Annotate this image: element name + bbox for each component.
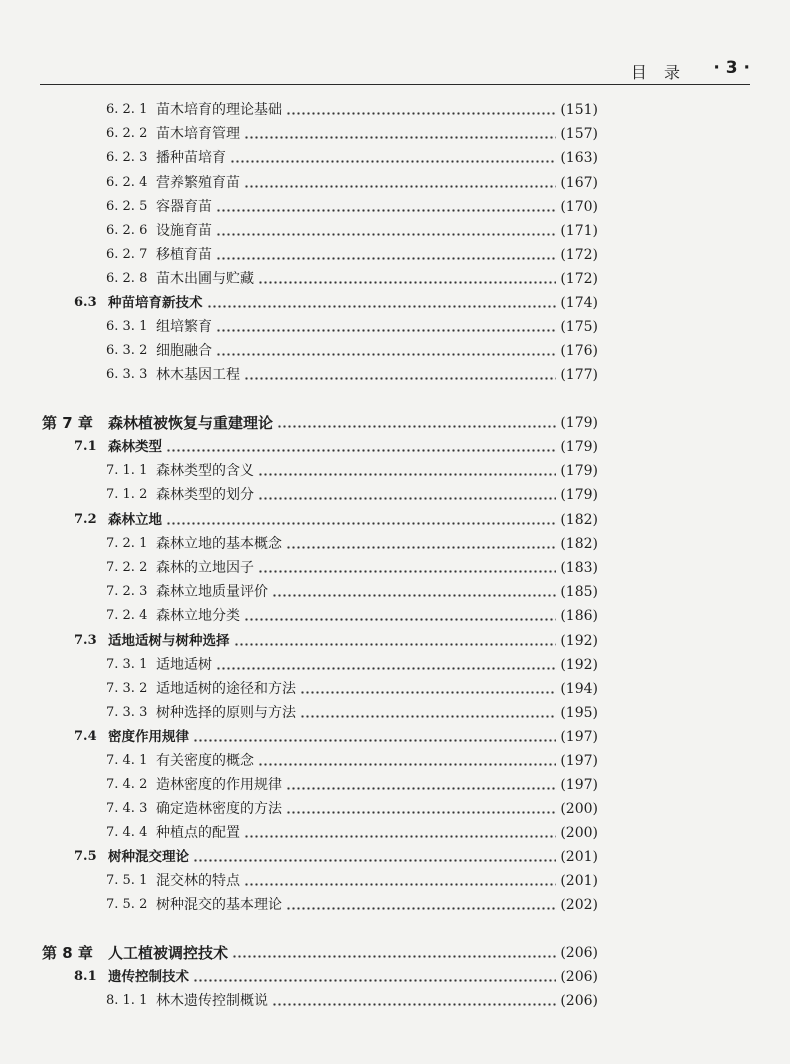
toc-entry-page: (174) [560, 295, 598, 311]
dot-leader [216, 196, 556, 218]
toc-entry-title: 组培繁育 [156, 319, 212, 335]
toc-entry[interactable] [0, 268, 790, 290]
toc-entry-page: (172) [560, 271, 598, 287]
toc-entry-page: (192) [560, 633, 598, 649]
toc-entry-number: 7. 2. 2 [106, 560, 148, 575]
toc-entry[interactable] [0, 533, 790, 555]
toc-entry-page: (206) [560, 993, 598, 1009]
toc-entry[interactable] [0, 678, 790, 700]
toc-entry-title: 营养繁殖育苗 [156, 175, 240, 191]
toc-entry-page: (177) [560, 367, 598, 383]
toc-entry-title: 混交林的特点 [156, 873, 240, 889]
toc-entry-number: 6. 2. 4 [106, 175, 148, 190]
toc-entry-page: (182) [560, 512, 598, 528]
toc-entry-title: 细胞融合 [156, 343, 212, 359]
toc-entry-title: 适地适树 [156, 657, 212, 673]
toc-entry-number: 8. 1. 1 [106, 993, 148, 1008]
toc-entry[interactable] [0, 147, 790, 169]
toc-entry-page: (179) [560, 439, 598, 455]
toc-entry-number: 6. 2. 2 [106, 126, 148, 141]
dot-leader [244, 172, 556, 194]
toc-entry[interactable] [0, 509, 790, 531]
toc-entry-number: 6.3 [74, 295, 97, 310]
dot-leader [193, 726, 556, 748]
dot-leader [258, 750, 556, 772]
toc-entry-number: 7. 3. 2 [106, 681, 148, 696]
toc-entry-number: 7.4 [74, 729, 97, 744]
toc-entry[interactable] [0, 966, 790, 988]
toc-entry-number: 第 8 章 [42, 944, 93, 962]
toc-entry-page: (167) [560, 175, 598, 191]
toc-entry-page: (175) [560, 319, 598, 335]
toc-entry-page: (206) [560, 945, 598, 961]
toc-entry-number: 7. 4. 4 [106, 825, 148, 840]
toc-entry-number: 第 7 章 [42, 414, 93, 432]
toc-entry-number: 6. 2. 1 [106, 102, 148, 117]
toc-entry-number: 7.3 [74, 633, 97, 648]
dot-leader [234, 630, 556, 652]
toc-entry-page: (179) [560, 463, 598, 479]
toc-entry-page: (171) [560, 223, 598, 239]
dot-leader [244, 364, 556, 386]
toc-entry-number: 6. 2. 8 [106, 271, 148, 286]
toc-entry[interactable] [0, 244, 790, 266]
dot-leader [216, 244, 556, 266]
toc-entry[interactable] [0, 220, 790, 242]
toc-entry-page: (201) [560, 873, 598, 889]
toc-entry[interactable] [0, 484, 790, 506]
toc-entry-page: (197) [560, 777, 598, 793]
toc-entry[interactable] [0, 774, 790, 796]
toc-entry-title: 苗木培育的理论基础 [156, 102, 282, 118]
toc-entry[interactable] [0, 99, 790, 121]
toc-entry-number: 7. 2. 4 [106, 608, 148, 623]
toc-entry-number: 6. 3. 2 [106, 343, 148, 358]
toc-entry[interactable] [0, 605, 790, 627]
toc-entry-page: (172) [560, 247, 598, 263]
toc-entry-number: 7. 2. 3 [106, 584, 148, 599]
toc-entry-page: (195) [560, 705, 598, 721]
toc-entry-number: 7. 3. 3 [106, 705, 148, 720]
toc-entry-page: (192) [560, 657, 598, 673]
dot-leader [272, 990, 556, 1012]
toc-entry-title: 有关密度的概念 [156, 753, 254, 769]
dot-leader [258, 268, 556, 290]
toc-entry[interactable] [0, 436, 790, 458]
dot-leader [258, 484, 556, 506]
toc-entry-title: 苗木出圃与贮藏 [156, 271, 254, 287]
toc-entry-page: (201) [560, 849, 598, 865]
dot-leader [286, 798, 556, 820]
toc-entry-title: 移植育苗 [156, 247, 212, 263]
toc-entry-page: (197) [560, 729, 598, 745]
toc-entry[interactable] [0, 846, 790, 868]
toc-entry-title: 森林类型的划分 [156, 487, 254, 503]
header-title: 目 录 [630, 63, 686, 82]
toc-entry-title: 种苗培育新技术 [108, 295, 203, 311]
dot-leader [232, 942, 556, 964]
toc-entry[interactable] [0, 990, 790, 1012]
toc-entry[interactable] [0, 798, 790, 820]
toc-entry-number: 7.5 [74, 849, 97, 864]
toc-entry-number: 7. 5. 2 [106, 897, 148, 912]
toc-entry[interactable] [0, 702, 790, 724]
dot-leader [193, 966, 556, 988]
dot-leader [216, 654, 556, 676]
toc-entry[interactable] [0, 870, 790, 892]
toc-entry[interactable] [0, 654, 790, 676]
toc-entry-title: 树种选择的原则与方法 [156, 705, 296, 721]
toc-entry-number: 6. 3. 3 [106, 367, 148, 382]
toc-entry-page: (200) [560, 801, 598, 817]
toc-entry[interactable] [0, 750, 790, 772]
toc-entry-page: (185) [560, 584, 598, 600]
dot-leader [258, 557, 556, 579]
dot-leader [300, 678, 556, 700]
toc-entry-page: (200) [560, 825, 598, 841]
toc-entry-page: (186) [560, 608, 598, 624]
toc-entry-number: 6. 2. 6 [106, 223, 148, 238]
toc-entry-number: 6. 2. 3 [106, 150, 148, 165]
toc-entry-title: 森林立地质量评价 [156, 584, 268, 600]
dot-leader [193, 846, 556, 868]
toc-entry-number: 7.2 [74, 512, 97, 527]
toc-entry-title: 遗传控制技术 [108, 969, 189, 985]
dot-leader [286, 99, 556, 121]
toc-entry-title: 种植点的配置 [156, 825, 240, 841]
toc-entry-title: 确定造林密度的方法 [156, 801, 282, 817]
toc-entry-title: 森林类型的含义 [156, 463, 254, 479]
toc-entry-number: 7. 4. 2 [106, 777, 148, 792]
toc-entry-page: (202) [560, 897, 598, 913]
toc-entry[interactable] [0, 942, 790, 964]
toc-entry-title: 播种苗培育 [156, 150, 226, 166]
toc-entry-page: (176) [560, 343, 598, 359]
toc-entry-title: 造林密度的作用规律 [156, 777, 282, 793]
toc-entry-number: 7. 5. 1 [106, 873, 148, 888]
toc-entry-number: 6. 2. 7 [106, 247, 148, 262]
toc-entry-title: 苗木培育管理 [156, 126, 240, 142]
toc-entry[interactable] [0, 557, 790, 579]
dot-leader [244, 870, 556, 892]
toc-entry-page: (183) [560, 560, 598, 576]
dot-leader [258, 460, 556, 482]
toc-entry[interactable] [0, 630, 790, 652]
toc-entry-page: (157) [560, 126, 598, 142]
toc-entry-title: 适地适树与树种选择 [108, 633, 230, 649]
dot-leader [286, 774, 556, 796]
toc-entry-title: 森林立地分类 [156, 608, 240, 624]
toc-entry-number: 7. 4. 3 [106, 801, 148, 816]
toc-entry[interactable] [0, 460, 790, 482]
toc-entry-title: 森林植被恢复与重建理论 [108, 414, 274, 432]
dot-leader [272, 581, 556, 603]
toc-entry-title: 树种混交理论 [108, 849, 189, 865]
toc-entry[interactable] [0, 292, 790, 314]
dot-leader [216, 220, 556, 242]
toc-entry-number: 6. 3. 1 [106, 319, 148, 334]
toc-entry[interactable] [0, 726, 790, 748]
toc-entry-title: 树种混交的基本理论 [156, 897, 282, 913]
dot-leader [216, 316, 556, 338]
toc-entry-number: 7. 3. 1 [106, 657, 148, 672]
dot-leader [230, 147, 556, 169]
dot-leader [300, 702, 556, 724]
dot-leader [166, 436, 556, 458]
toc-entry-title: 森林立地的基本概念 [156, 536, 282, 552]
dot-leader [277, 412, 556, 434]
toc-entry-number: 6. 2. 5 [106, 199, 148, 214]
dot-leader [244, 605, 556, 627]
toc-entry[interactable] [0, 123, 790, 145]
toc-entry-page: (151) [560, 102, 598, 118]
toc-entry-title: 人工植被调控技术 [108, 944, 229, 962]
toc-entry-number: 7.1 [74, 439, 97, 454]
toc-entry-page: (179) [560, 487, 598, 503]
dot-leader [286, 894, 556, 916]
toc-entry[interactable] [0, 822, 790, 844]
toc-entry[interactable] [0, 364, 790, 386]
toc-entry-title: 森林的立地因子 [156, 560, 254, 576]
toc-entry-title: 林木基因工程 [156, 367, 240, 383]
toc-entry[interactable] [0, 894, 790, 916]
dot-leader [286, 533, 556, 555]
toc-entry-title: 密度作用规律 [108, 729, 189, 745]
toc-entry-title: 林木遗传控制概说 [156, 993, 268, 1009]
toc-entry-title: 森林类型 [108, 439, 162, 455]
toc-entry-number: 7. 1. 2 [106, 487, 148, 502]
dot-leader [244, 822, 556, 844]
toc-entry[interactable] [0, 340, 790, 362]
toc-entry-title: 适地适树的途径和方法 [156, 681, 296, 697]
toc-entry-page: (170) [560, 199, 598, 215]
toc-entry-page: (182) [560, 536, 598, 552]
dot-leader [166, 509, 556, 531]
dot-leader [216, 340, 556, 362]
dot-leader [244, 123, 556, 145]
toc-entry-number: 8.1 [74, 969, 97, 984]
toc-entry[interactable] [0, 196, 790, 218]
toc-entry-page: (163) [560, 150, 598, 166]
toc-entry[interactable] [0, 581, 790, 603]
toc-entry-page: (206) [560, 969, 598, 985]
toc-entry[interactable] [0, 172, 790, 194]
toc-entry-number: 7. 1. 1 [106, 463, 148, 478]
toc-entry[interactable] [0, 316, 790, 338]
toc-entry-page: (197) [560, 753, 598, 769]
toc-entry-number: 7. 4. 1 [106, 753, 148, 768]
toc-entry-page: (194) [560, 681, 598, 697]
toc-entry-title: 容器育苗 [156, 199, 212, 215]
toc-entry-number: 7. 2. 1 [106, 536, 148, 551]
toc-entry-title: 设施育苗 [156, 223, 212, 239]
header-page-number: · 3 · [713, 58, 750, 78]
toc-entry[interactable] [0, 412, 790, 434]
toc-entry-page: (179) [560, 415, 598, 431]
dot-leader [207, 292, 556, 314]
toc-entry-title: 森林立地 [108, 512, 162, 528]
